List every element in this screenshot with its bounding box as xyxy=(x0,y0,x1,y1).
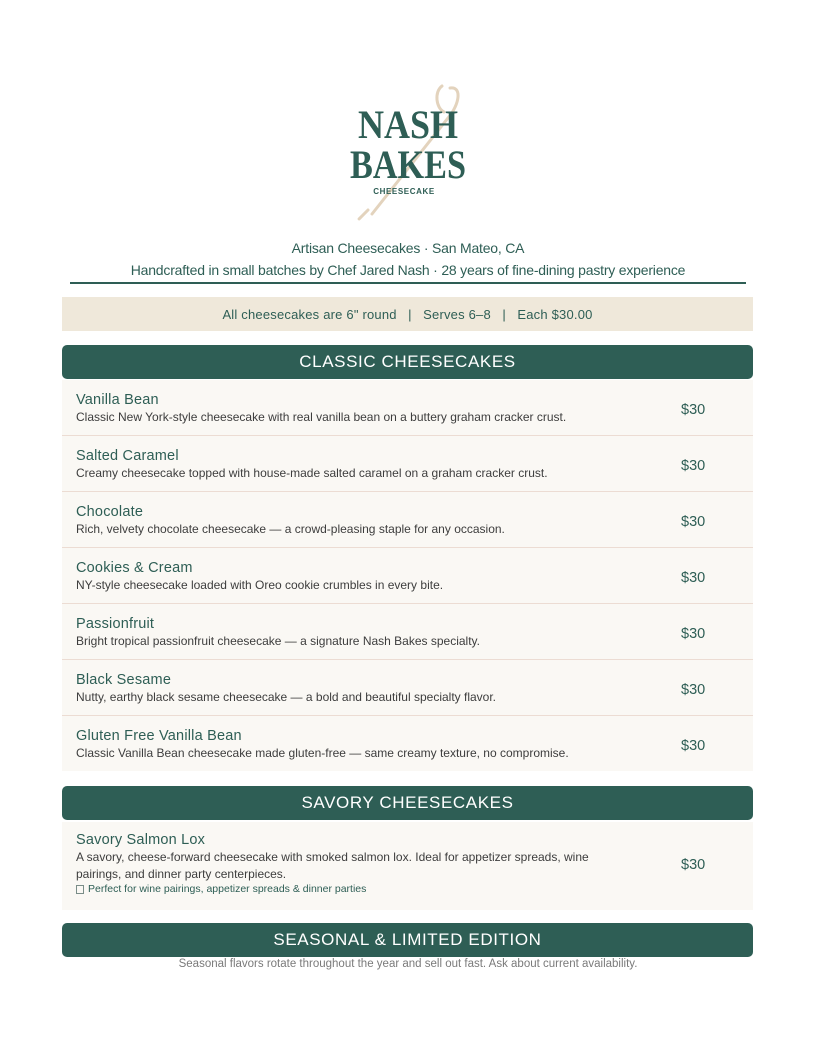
menu-item xyxy=(62,716,753,771)
menu-item xyxy=(62,436,753,492)
item-price: $30 xyxy=(681,514,706,530)
classic-list xyxy=(62,380,753,771)
note-box-icon xyxy=(76,885,84,894)
tagline-location: Artisan Cheesecakes · San Mateo, CA xyxy=(291,240,525,256)
item-name: Savory Salmon Lox xyxy=(76,832,206,848)
item-description: Classic Vanilla Bean cheesecake made gluten-free — same creamy texture, no compromise. xyxy=(76,746,569,760)
item-description: Rich, velvety chocolate cheesecake — a crowd-pleasing staple for any occasion. xyxy=(76,522,505,536)
seasonal-note: Seasonal flavors rotate throughout the year and sell out fast. Ask about current availability. xyxy=(178,958,638,970)
item-name: Vanilla Bean xyxy=(76,392,159,408)
item-price: $30 xyxy=(681,857,706,873)
item-price: $30 xyxy=(681,738,706,754)
item-description: Bright tropical passionfruit cheesecake — a signature Nash Bakes specialty. xyxy=(76,634,480,648)
menu-item xyxy=(62,548,753,604)
item-description: Classic New York-style cheesecake with real vanilla bean on a buttery graham cracker crust. xyxy=(76,410,567,424)
tagline-chef: Handcrafted in small batches by Chef Jared Nash · 28 years of fine-dining pastry experience xyxy=(130,262,686,278)
header-divider xyxy=(70,282,746,284)
item-name: Black Sesame xyxy=(76,672,172,688)
item-description: Creamy cheesecake topped with house-made salted caramel on a graham cracker crust. xyxy=(76,466,548,480)
section-heading-savory: SAVORY CHEESECAKES xyxy=(62,786,753,820)
logo-graphic xyxy=(338,82,478,222)
item-description: A savory, cheese-forward cheesecake with smoked salmon lox. Ideal for appetizer spreads, wine pairings, and dinner party centerpieces. xyxy=(76,850,589,881)
item-price: $30 xyxy=(681,570,706,586)
item-price: $30 xyxy=(681,626,706,642)
section-heading-seasonal: SEASONAL & LIMITED EDITION xyxy=(62,923,753,957)
item-name: Passionfruit xyxy=(76,616,155,632)
menu-item-savory xyxy=(62,822,753,910)
item-price: $30 xyxy=(681,682,706,698)
item-description: NY-style cheesecake loaded with Oreo cookie crumbles in every bite. xyxy=(76,578,444,592)
logo-sub: CHEESECAKE xyxy=(373,187,435,196)
nash-bakes-logo xyxy=(338,82,478,222)
logo-line2: BAKES xyxy=(350,142,466,187)
info-bar: All cheesecakes are 6" round | Serves 6–8 | Each $30.00 xyxy=(62,297,753,331)
item-name: Cookies & Cream xyxy=(76,560,193,576)
menu-item xyxy=(62,604,753,660)
logo-line1: NASH xyxy=(358,102,458,147)
menu-item xyxy=(62,660,753,716)
item-name: Salted Caramel xyxy=(76,448,179,464)
pairing-note xyxy=(76,883,366,895)
item-price: $30 xyxy=(681,402,706,418)
item-name: Gluten Free Vanilla Bean xyxy=(76,728,242,744)
pairing-note-text: Perfect for wine pairings, appetizer spreads & dinner parties xyxy=(88,883,367,895)
item-name: Chocolate xyxy=(76,504,144,520)
item-description: Nutty, earthy black sesame cheesecake — a bold and beautiful specialty flavor. xyxy=(76,690,497,704)
section-heading-classic: CLASSIC CHEESECAKES xyxy=(62,345,753,379)
menu-item xyxy=(62,380,753,436)
item-price: $30 xyxy=(681,458,706,474)
menu-item xyxy=(62,492,753,548)
